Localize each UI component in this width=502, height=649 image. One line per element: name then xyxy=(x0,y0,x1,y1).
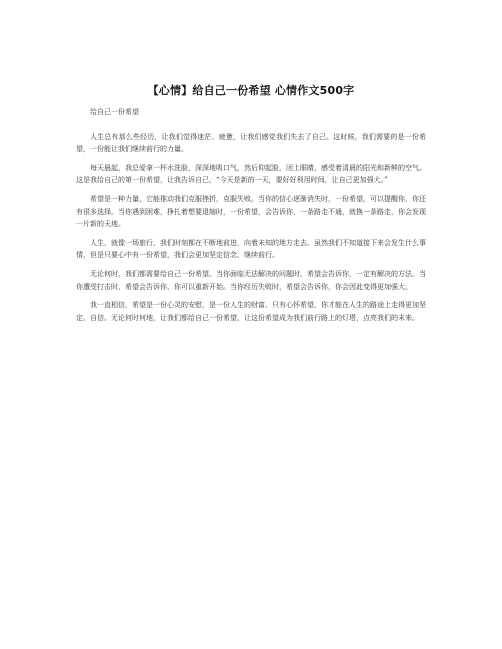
paragraph-6: 我一直相信，希望是一份心灵的安慰，是一份人生的财富。只有心怀希望，你才能在人生的路途上走得更加坚定、自信。无论何时何地，让我们都给自己一份希望，让这份希望成为我们前行路上的灯塔，点亮我们的未来。 xyxy=(76,301,426,322)
paragraph-2: 每天晨起，我总爱拿一杯水洗脸，深深地吸口气，然后仰起脸，闭上眼睛，感受着清晨的阳光和新鲜的空气。这是我给自己的第一份希望，让我告诉自己，“今天是新的一天，要好好利用时间，让自己更加强大。” xyxy=(76,163,426,185)
paragraph-5: 无论何时，我们都需要给自己一份希望。当你面临无法解决的问题时，希望会告诉你，一定有解决的方法。当你遭受打击时，希望会告诉你，你可以重新开始。当你经历失败时，希望会告诉你，你会因此变得更加强大。 xyxy=(76,269,426,291)
document-body xyxy=(76,106,426,330)
paragraph-1: 人生总有那么些经历，让我们觉得迷茫、疲惫，让我们感觉我们失去了自己。这时候，我们需要的是一份希望，一份能让我们继续前行的力量。 xyxy=(76,132,426,154)
paragraph-4: 人生，就像一场旅行，我们时刻都在不断地前进，向着未知的地方走去。虽然我们不知道接下来会发生什么事情，但是只要心中有一份希望，我们会更加坚定信念，继续前行。 xyxy=(76,238,426,260)
paragraph-3: 希望是一种力量，它能推动我们克服挫折，克服失败。当你的信心逐渐消失时，一份希望，可以提醒你，你还有很多选择。当你遇到困难，挣扎着想要退缩时，一份希望，会告诉你，一条路走不通，就换一条路走，你会发现一片新的天地。 xyxy=(76,194,426,229)
document-title: 【心情】给自己一份希望 心情作文500字 xyxy=(147,84,355,97)
document-subtitle: 给自己一份希望 xyxy=(90,108,139,116)
